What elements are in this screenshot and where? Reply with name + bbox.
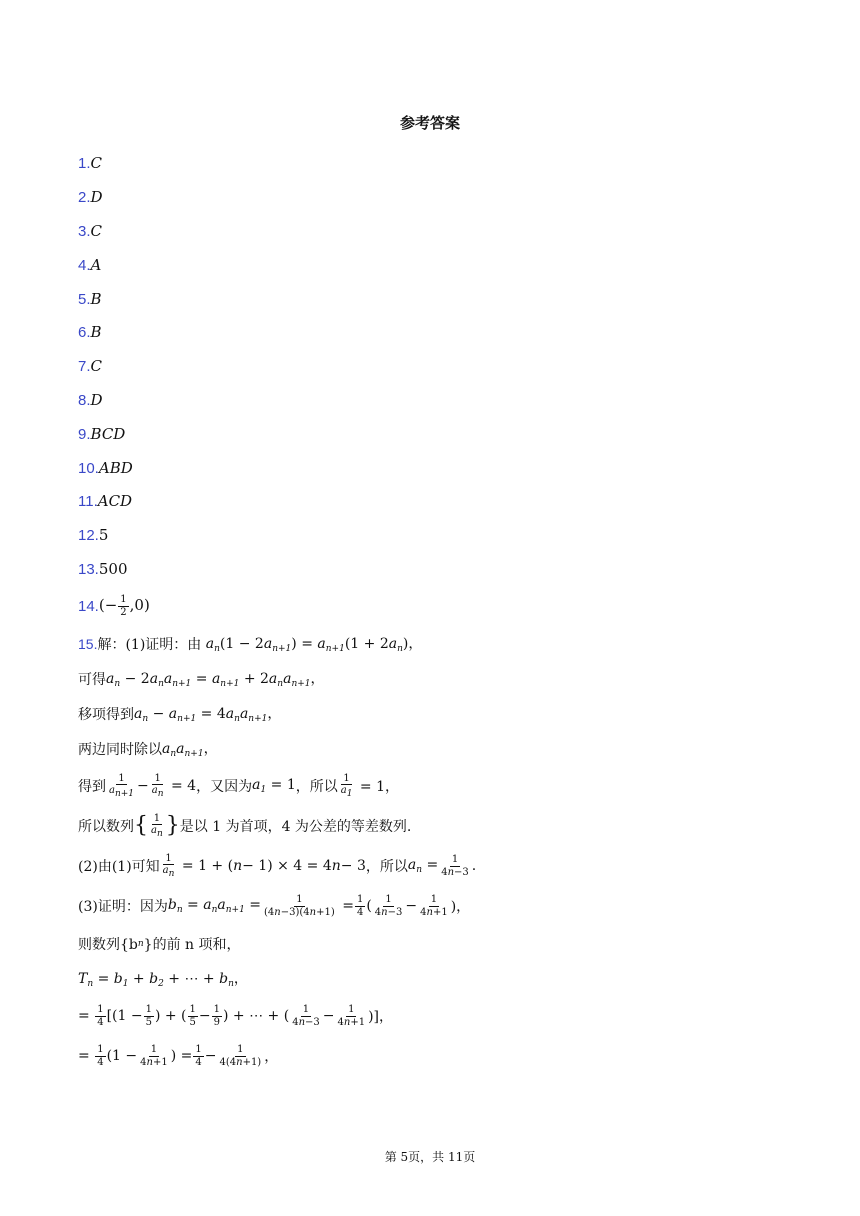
solution-line: = $\frac{1}{4}$ [(1 − $\frac{1}{5}$ ) + ( $\frac{1}{5}$ − $\frac{1}{9}$ ) + ⋯ + ( $\frac{1}{4n-3}$ − $\frac{1}{4n+1}$ )]， bbox=[78, 1004, 394, 1028]
answer-item: 2. D bbox=[78, 188, 103, 207]
answer-list bbox=[78, 147, 150, 626]
solution-line: 移项得到 $a_n - a_{n+1} = 4a_na_{n+1}$， bbox=[78, 706, 282, 724]
answer-14-interval: (− $\frac{1}{2}$ ,0) bbox=[98, 594, 150, 618]
answer-item: 6. B bbox=[78, 323, 102, 342]
solution-line: 所以数列 { $\frac{1}{a_n}$ } 是以 1 为首项，4 为公差的等差数列. bbox=[78, 812, 412, 840]
solution-line: 则数列{b n }的前 n 项和， bbox=[78, 936, 241, 953]
answer-item: 5. B bbox=[78, 289, 102, 308]
solution-line: $T_n = b_1 + b_2$ + ⋯ + $b_n$， bbox=[78, 971, 248, 989]
answer-item: 3. C bbox=[78, 221, 102, 240]
answer-item: 4. A bbox=[78, 255, 102, 274]
solution-line: (2)由(1)可知 $\frac{1}{a_n}$ = 1 + ( n − 1) × 4 = 4 n − 3 ，所以 $a_n$ = $\frac{1}{4n-3}$ . bbox=[78, 852, 477, 880]
answer-item: 11. ACD bbox=[78, 492, 133, 511]
solution-line: = $\frac{1}{4}$ (1 − $\frac{1}{4n+1}$ ) = $\frac{1}{4}$ − $\frac{1}{4(4n+1)}$ ， bbox=[78, 1044, 279, 1068]
solution-line: (3)证明：因为 $b_n = a_na_{n+1}$ = $\frac{1}{(4n-3)(4n+1)}$ = $\frac{1}{4}$ ( $\frac{1}{4n-3}$ − $\frac{1}{4n+1}$ )， bbox=[78, 894, 471, 918]
solution-line: 两边同时除以 $a_na_{n+1}$， bbox=[78, 741, 218, 759]
solution-15 bbox=[78, 626, 798, 1076]
solution-line: 15. 解：(1)证明：由 $a_n(1 - 2a_{n+1}) = a_{n+1}(1 + 2a_n)$， bbox=[78, 635, 423, 654]
answer-item: 13. 500 bbox=[78, 559, 128, 578]
page-title: 参考答案 bbox=[399, 114, 460, 132]
answer-item: 9. BCD bbox=[78, 424, 126, 443]
answer-item: 14. (− $\frac{1}{2}$ ,0) bbox=[78, 594, 150, 618]
answer-item: 8. D bbox=[78, 390, 103, 409]
answer-item: 10. ABD bbox=[78, 458, 133, 477]
answer-item: 7. C bbox=[78, 357, 102, 376]
answer-item: 12. 5 bbox=[78, 526, 109, 545]
solution-line: 得到 $\frac{1}{a_{n+1}}$ − $\frac{1}{a_n}$ = 4 ，又因为 $a_1 = 1$ ，所以 $\frac{1}{a_1}$ = 1， bbox=[78, 772, 399, 800]
answer-item: 1. C bbox=[78, 154, 102, 173]
page-footer: 第 5页，共 11页 bbox=[384, 1150, 476, 1164]
solution-line: 可得 $a_n - 2a_na_{n+1} = a_{n+1} + 2a_na_{n+1}$， bbox=[78, 671, 325, 689]
